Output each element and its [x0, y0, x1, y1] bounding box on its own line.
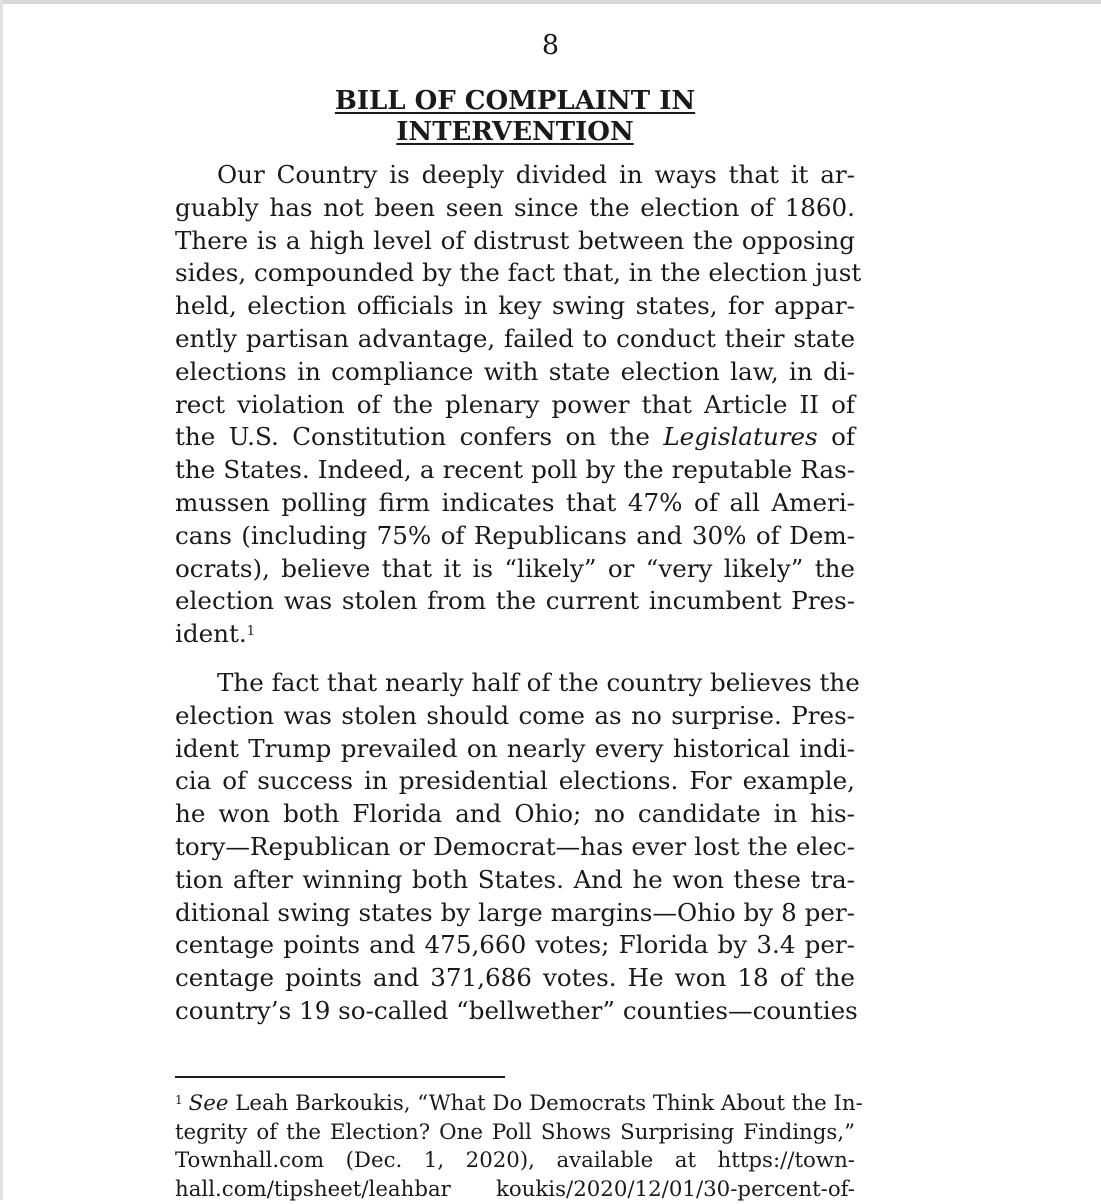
text-line: elections in compliance with state election law, in di- — [175, 356, 855, 389]
text-fragment: of — [818, 422, 855, 451]
text-line: ently partisan advantage, failed to conduct their state — [175, 323, 855, 356]
heading-line: INTERVENTION — [175, 117, 855, 148]
footnote-line: Townhall.com (Dec. 1, 2020), available at https://town- — [175, 1147, 855, 1176]
text-line: held, election officials in key swing states, for appar- — [175, 290, 855, 323]
text-line: tion after winning both States. And he won these tra- — [175, 864, 855, 897]
text-line: ocrats), believe that it is “likely” or “very likely” the — [175, 553, 855, 586]
text-line — [175, 618, 855, 651]
text-line: tory—Republican or Democrat—has ever lost the elec- — [175, 831, 855, 864]
text-line: There is a high level of distrust between the opposing — [175, 225, 855, 258]
footnote-line: tegrity of the Election? One Poll Shows Surprising Findings,” — [175, 1119, 855, 1148]
page-number: 8 — [0, 26, 1101, 66]
text-line: he won both Florida and Ohio; no candidate in his- — [175, 798, 855, 831]
text-line: ident Trump prevailed on nearly every historical indi- — [175, 733, 855, 766]
paragraph-2 — [175, 667, 855, 1028]
text-line: Our Country is deeply divided in ways that it ar- — [175, 159, 855, 192]
text-line: centage points and 371,686 votes. He won 18 of the — [175, 962, 855, 995]
text-line: ditional swing states by large margins—Ohio by 8 per- — [175, 897, 855, 930]
text-fragment: Leah Barkoukis, “What Do Democrats Think About the In- — [228, 1091, 862, 1116]
text-line: the States. Indeed, a recent poll by the reputable Ras- — [175, 454, 855, 487]
footnote-url-line[interactable]: hall.com/tipsheet/leahbar koukis/2020/12/01/30-percent-of- — [175, 1176, 855, 1204]
page-frame-left — [0, 0, 3, 1200]
footnote-reference[interactable]: 1 — [247, 624, 255, 639]
text-line: sides, compounded by the fact that, in the election just — [175, 257, 855, 290]
text-line: mussen polling firm indicates that 47% of all Ameri- — [175, 487, 855, 520]
text-line: cia of success in presidential elections. For example, — [175, 765, 855, 798]
heading-line: BILL OF COMPLAINT IN — [175, 86, 855, 117]
footnote-line — [175, 1090, 855, 1119]
text-line: country’s 19 so-called “bellwether” counties—counties — [175, 995, 855, 1028]
text-line: election was stolen from the current incumbent Pres- — [175, 585, 855, 618]
text-line: rect violation of the plenary power that Article II of — [175, 389, 855, 422]
footnote-divider — [175, 1076, 505, 1078]
text-fragment: ident. — [175, 619, 247, 648]
text-line-with-emphasis — [175, 421, 855, 454]
footnote-1 — [175, 1090, 855, 1204]
text-line: election was stolen should come as no surprise. Pres- — [175, 700, 855, 733]
section-heading — [175, 86, 855, 148]
text-fragment: the U.S. Constitution confers on the — [175, 422, 663, 451]
footnote-marker: 1 — [175, 1093, 183, 1107]
emphasis-legislatures: Legislatures — [663, 422, 817, 451]
text-line: guably has not been seen since the election of 1860. — [175, 192, 855, 225]
paragraph-1 — [175, 159, 855, 651]
footnote-signal: See — [189, 1091, 229, 1116]
page-frame-top — [0, 0, 1101, 4]
text-line: The fact that nearly half of the country believes the — [175, 667, 855, 700]
text-line: centage points and 475,660 votes; Florida by 3.4 per- — [175, 929, 855, 962]
text-line: cans (including 75% of Republicans and 30% of Dem- — [175, 520, 855, 553]
